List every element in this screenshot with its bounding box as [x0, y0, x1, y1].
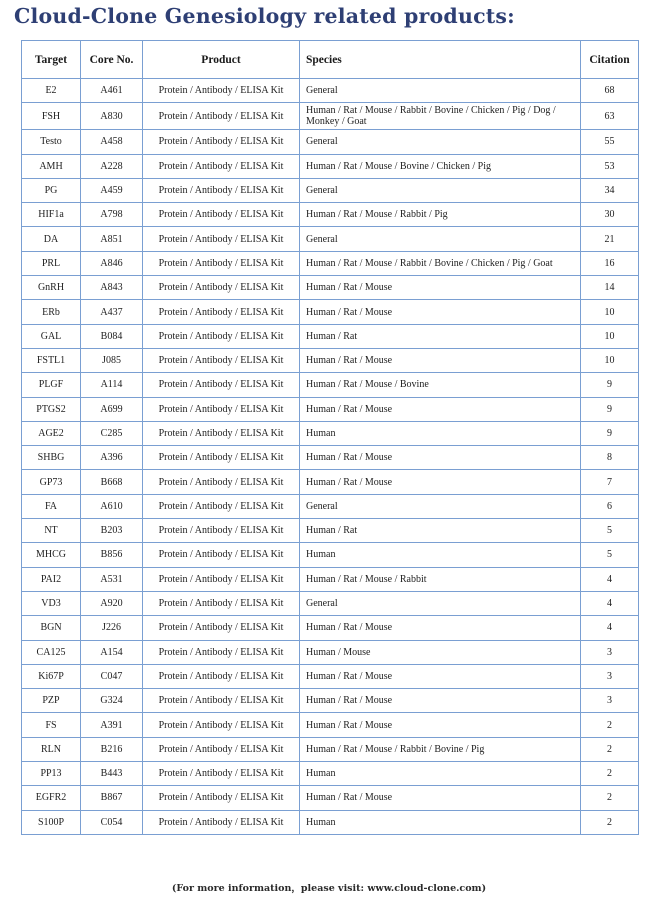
cell-target: PLGF	[22, 373, 81, 397]
cell-product: Protein / Antibody / ELISA Kit	[143, 786, 300, 810]
cell-core-no: A531	[81, 567, 143, 591]
cell-core-no: A114	[81, 373, 143, 397]
cell-target: AGE2	[22, 421, 81, 445]
cell-core-no: A851	[81, 227, 143, 251]
cell-citation: 5	[581, 519, 639, 543]
cell-target: FS	[22, 713, 81, 737]
cell-product: Protein / Antibody / ELISA Kit	[143, 154, 300, 178]
table-row	[22, 276, 639, 300]
cell-core-no: A920	[81, 591, 143, 615]
cell-product: Protein / Antibody / ELISA Kit	[143, 227, 300, 251]
cell-product: Protein / Antibody / ELISA Kit	[143, 421, 300, 445]
cell-citation: 9	[581, 373, 639, 397]
cell-species: Human / Rat / Mouse	[300, 786, 581, 810]
cell-citation: 9	[581, 421, 639, 445]
cell-core-no: B668	[81, 470, 143, 494]
cell-species: Human / Rat / Mouse	[300, 397, 581, 421]
cell-species: Human	[300, 543, 581, 567]
cell-product: Protein / Antibody / ELISA Kit	[143, 103, 300, 130]
cell-citation: 63	[581, 103, 639, 130]
table-row	[22, 640, 639, 664]
cell-citation: 10	[581, 348, 639, 372]
cell-species: Human / Rat	[300, 324, 581, 348]
cell-product: Protein / Antibody / ELISA Kit	[143, 689, 300, 713]
cell-species: Human / Rat / Mouse / Rabbit / Bovine / Chicken / Pig / Dog / Monkey / Goat	[300, 103, 581, 130]
table-row	[22, 810, 639, 834]
cell-product: Protein / Antibody / ELISA Kit	[143, 616, 300, 640]
cell-species: Human / Rat / Mouse / Rabbit / Bovine / Chicken / Pig / Goat	[300, 251, 581, 275]
cell-core-no: A843	[81, 276, 143, 300]
cell-species: General	[300, 79, 581, 103]
cell-citation: 2	[581, 810, 639, 834]
cell-citation: 6	[581, 494, 639, 518]
cell-product: Protein / Antibody / ELISA Kit	[143, 251, 300, 275]
cell-product: Protein / Antibody / ELISA Kit	[143, 300, 300, 324]
footer-note: (For more information，please visit: www.cloud-clone.com)	[171, 883, 487, 894]
cell-core-no: C054	[81, 810, 143, 834]
table-row	[22, 689, 639, 713]
cell-species: General	[300, 227, 581, 251]
cell-citation: 2	[581, 713, 639, 737]
table-row	[22, 373, 639, 397]
table-row	[22, 446, 639, 470]
cell-product: Protein / Antibody / ELISA Kit	[143, 79, 300, 103]
cell-citation: 5	[581, 543, 639, 567]
cell-product: Protein / Antibody / ELISA Kit	[143, 591, 300, 615]
cell-citation: 9	[581, 397, 639, 421]
cell-target: SHBG	[22, 446, 81, 470]
table-row	[22, 421, 639, 445]
cell-species: Human / Rat / Mouse	[300, 276, 581, 300]
cell-citation: 7	[581, 470, 639, 494]
table-row	[22, 591, 639, 615]
header-core-no: Core No.	[81, 41, 143, 79]
cell-citation: 30	[581, 203, 639, 227]
cell-citation: 4	[581, 591, 639, 615]
cell-product: Protein / Antibody / ELISA Kit	[143, 130, 300, 154]
table-row	[22, 543, 639, 567]
cell-product: Protein / Antibody / ELISA Kit	[143, 543, 300, 567]
cell-core-no: B084	[81, 324, 143, 348]
table-row	[22, 397, 639, 421]
cell-target: GnRH	[22, 276, 81, 300]
table-row	[22, 567, 639, 591]
cell-citation: 3	[581, 689, 639, 713]
cell-core-no: B216	[81, 737, 143, 761]
cell-species: Human / Rat / Mouse	[300, 616, 581, 640]
cell-citation: 2	[581, 786, 639, 810]
cell-species: Human / Rat / Mouse	[300, 470, 581, 494]
cell-species: Human / Rat / Mouse / Bovine / Chicken / Pig	[300, 154, 581, 178]
cell-product: Protein / Antibody / ELISA Kit	[143, 397, 300, 421]
cell-species: Human / Rat / Mouse / Rabbit / Pig	[300, 203, 581, 227]
cell-core-no: A798	[81, 203, 143, 227]
cell-species: Human / Rat / Mouse	[300, 689, 581, 713]
cell-core-no: A699	[81, 397, 143, 421]
cell-core-no: A458	[81, 130, 143, 154]
cell-target: FA	[22, 494, 81, 518]
cell-product: Protein / Antibody / ELISA Kit	[143, 494, 300, 518]
cell-species: Human / Rat / Mouse	[300, 446, 581, 470]
cell-target: S100P	[22, 810, 81, 834]
cell-target: NT	[22, 519, 81, 543]
cell-target: DA	[22, 227, 81, 251]
cell-citation: 68	[581, 79, 639, 103]
cell-target: FSTL1	[22, 348, 81, 372]
cell-core-no: A459	[81, 178, 143, 202]
cell-target: CA125	[22, 640, 81, 664]
cell-species: Human / Rat / Mouse	[300, 348, 581, 372]
cell-product: Protein / Antibody / ELISA Kit	[143, 567, 300, 591]
cell-species: Human / Rat / Mouse	[300, 300, 581, 324]
cell-target: PZP	[22, 689, 81, 713]
cell-product: Protein / Antibody / ELISA Kit	[143, 640, 300, 664]
table-row	[22, 79, 639, 103]
table-row	[22, 348, 639, 372]
cell-core-no: A391	[81, 713, 143, 737]
cell-citation: 2	[581, 762, 639, 786]
cell-species: General	[300, 130, 581, 154]
cell-target: RLN	[22, 737, 81, 761]
cell-target: PTGS2	[22, 397, 81, 421]
cell-product: Protein / Antibody / ELISA Kit	[143, 373, 300, 397]
cell-core-no: A830	[81, 103, 143, 130]
cell-citation: 34	[581, 178, 639, 202]
table-row	[22, 300, 639, 324]
header-species: Species	[300, 41, 581, 79]
header-product: Product	[143, 41, 300, 79]
cell-product: Protein / Antibody / ELISA Kit	[143, 810, 300, 834]
cell-product: Protein / Antibody / ELISA Kit	[143, 348, 300, 372]
cell-species: Human / Rat / Mouse / Bovine	[300, 373, 581, 397]
cell-species: Human / Rat / Mouse	[300, 713, 581, 737]
cell-citation: 3	[581, 640, 639, 664]
table-row	[22, 470, 639, 494]
cell-core-no: B203	[81, 519, 143, 543]
cell-citation: 10	[581, 300, 639, 324]
cell-core-no: J226	[81, 616, 143, 640]
table-body	[22, 79, 639, 835]
cell-target: PAI2	[22, 567, 81, 591]
cell-product: Protein / Antibody / ELISA Kit	[143, 203, 300, 227]
cell-citation: 3	[581, 664, 639, 688]
cell-citation: 4	[581, 616, 639, 640]
cell-citation: 16	[581, 251, 639, 275]
cell-core-no: B867	[81, 786, 143, 810]
table-row	[22, 519, 639, 543]
cell-product: Protein / Antibody / ELISA Kit	[143, 446, 300, 470]
cell-product: Protein / Antibody / ELISA Kit	[143, 737, 300, 761]
cell-species: General	[300, 591, 581, 615]
cell-core-no: A228	[81, 154, 143, 178]
page-title: Cloud-Clone Genesiology related products:	[14, 4, 515, 28]
cell-citation: 10	[581, 324, 639, 348]
cell-product: Protein / Antibody / ELISA Kit	[143, 324, 300, 348]
cell-species: General	[300, 178, 581, 202]
cell-core-no: A610	[81, 494, 143, 518]
cell-product: Protein / Antibody / ELISA Kit	[143, 713, 300, 737]
table-row	[22, 103, 639, 130]
cell-core-no: J085	[81, 348, 143, 372]
cell-species: Human / Rat / Mouse	[300, 664, 581, 688]
cell-product: Protein / Antibody / ELISA Kit	[143, 762, 300, 786]
table-row	[22, 178, 639, 202]
table-row	[22, 154, 639, 178]
header-citation: Citation	[581, 41, 639, 79]
cell-target: EGFR2	[22, 786, 81, 810]
cell-core-no: A154	[81, 640, 143, 664]
cell-core-no: B443	[81, 762, 143, 786]
cell-core-no: A437	[81, 300, 143, 324]
cell-species: Human / Mouse	[300, 640, 581, 664]
cell-target: PG	[22, 178, 81, 202]
cell-target: Testo	[22, 130, 81, 154]
table-row	[22, 251, 639, 275]
cell-citation: 14	[581, 276, 639, 300]
cell-core-no: A846	[81, 251, 143, 275]
cell-target: VD3	[22, 591, 81, 615]
table-header-row	[22, 41, 639, 79]
table-row	[22, 227, 639, 251]
cell-core-no: A396	[81, 446, 143, 470]
cell-species: Human	[300, 762, 581, 786]
table-row	[22, 786, 639, 810]
cell-target: BGN	[22, 616, 81, 640]
cell-product: Protein / Antibody / ELISA Kit	[143, 178, 300, 202]
table-row	[22, 713, 639, 737]
cell-species: Human / Rat	[300, 519, 581, 543]
cell-core-no: C047	[81, 664, 143, 688]
cell-product: Protein / Antibody / ELISA Kit	[143, 519, 300, 543]
cell-core-no: A461	[81, 79, 143, 103]
cell-target: ERb	[22, 300, 81, 324]
products-table	[21, 40, 639, 835]
cell-target: FSH	[22, 103, 81, 130]
cell-species: Human / Rat / Mouse / Rabbit / Bovine / Pig	[300, 737, 581, 761]
cell-product: Protein / Antibody / ELISA Kit	[143, 276, 300, 300]
cell-target: GAL	[22, 324, 81, 348]
cell-target: PRL	[22, 251, 81, 275]
table-row	[22, 737, 639, 761]
table-row	[22, 664, 639, 688]
cell-core-no: B856	[81, 543, 143, 567]
cell-target: MHCG	[22, 543, 81, 567]
cell-species: General	[300, 494, 581, 518]
cell-product: Protein / Antibody / ELISA Kit	[143, 664, 300, 688]
cell-target: HIF1a	[22, 203, 81, 227]
table-row	[22, 494, 639, 518]
cell-core-no: C285	[81, 421, 143, 445]
cell-citation: 53	[581, 154, 639, 178]
cell-target: Ki67P	[22, 664, 81, 688]
cell-product: Protein / Antibody / ELISA Kit	[143, 470, 300, 494]
cell-species: Human	[300, 421, 581, 445]
cell-target: PP13	[22, 762, 81, 786]
table-row	[22, 762, 639, 786]
cell-citation: 8	[581, 446, 639, 470]
table-row	[22, 616, 639, 640]
cell-citation: 2	[581, 737, 639, 761]
cell-citation: 21	[581, 227, 639, 251]
cell-target: GP73	[22, 470, 81, 494]
cell-species: Human / Rat / Mouse / Rabbit	[300, 567, 581, 591]
cell-citation: 4	[581, 567, 639, 591]
cell-target: E2	[22, 79, 81, 103]
table-row	[22, 324, 639, 348]
cell-target: AMH	[22, 154, 81, 178]
table-row	[22, 203, 639, 227]
header-target: Target	[22, 41, 81, 79]
cell-core-no: G324	[81, 689, 143, 713]
cell-species: Human	[300, 810, 581, 834]
cell-citation: 55	[581, 130, 639, 154]
table-row	[22, 130, 639, 154]
